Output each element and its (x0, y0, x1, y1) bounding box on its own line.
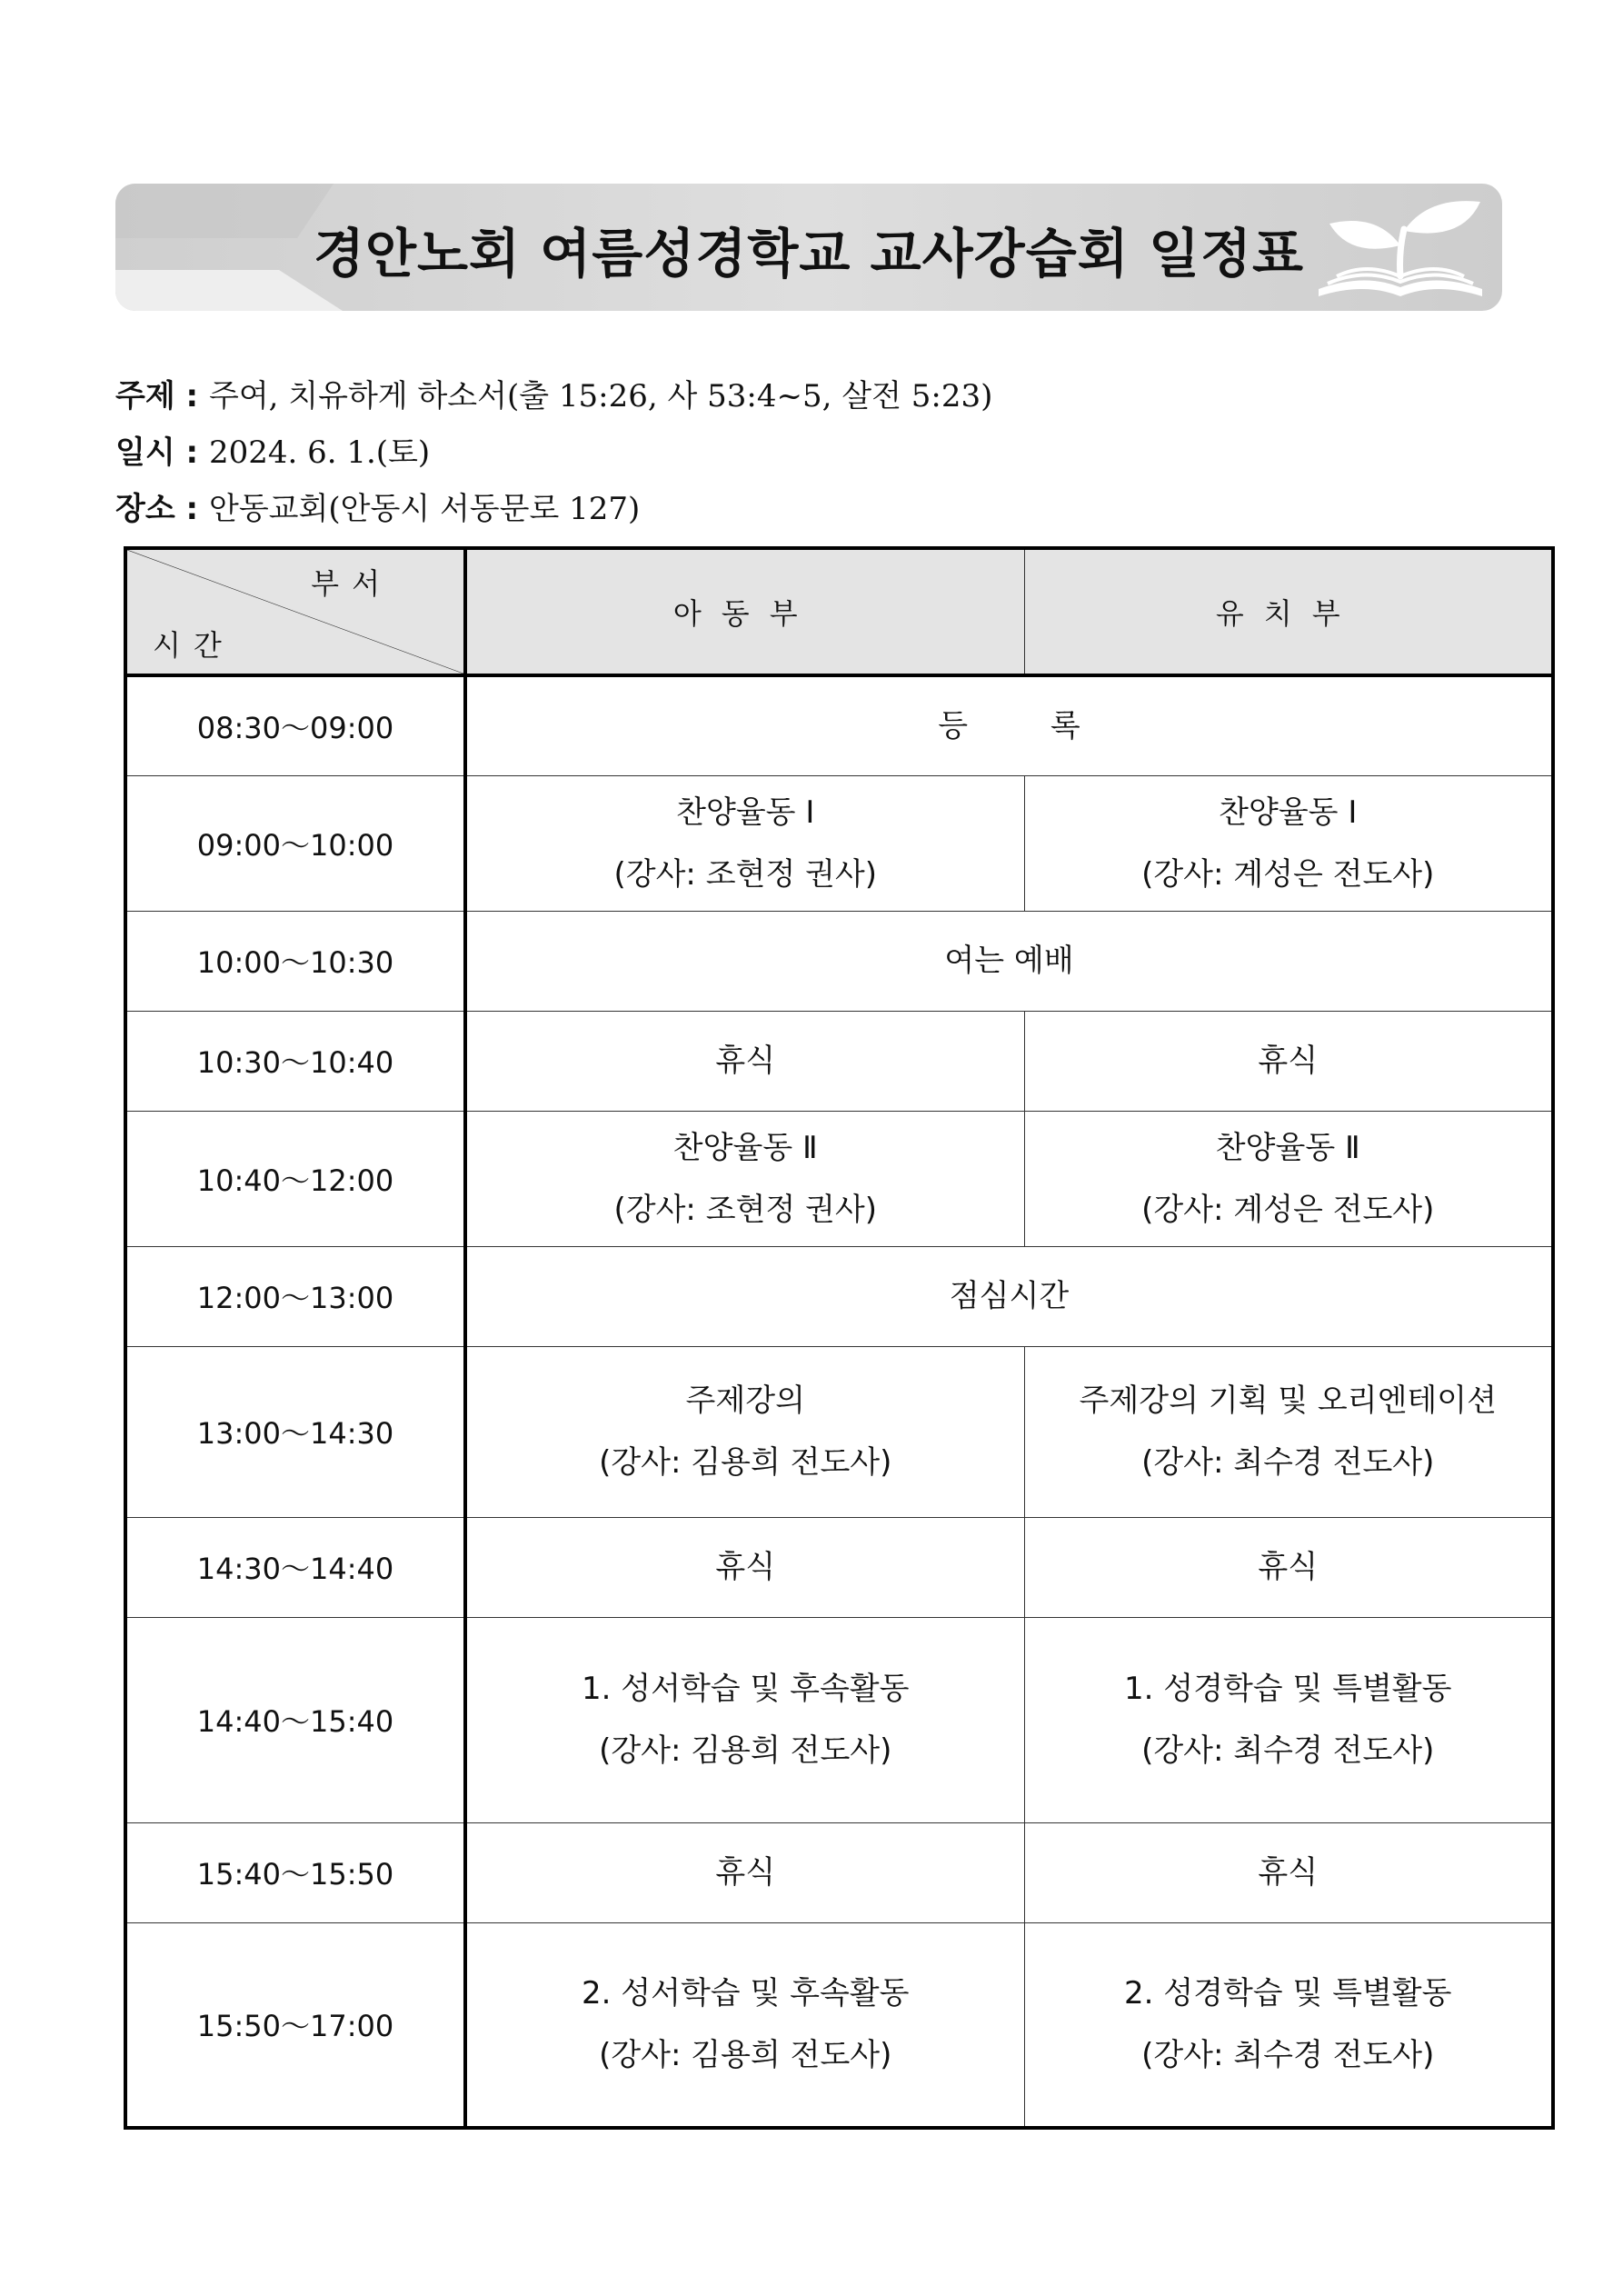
header-kindergarten-dept: 유치부 (1024, 548, 1553, 675)
cell-title: 주제강의 (685, 1383, 805, 1419)
cell-instructor: (강사: 조현정 권사) (613, 1191, 877, 1228)
row-kindergarten-cell (1024, 1111, 1553, 1246)
cell-title: 휴식 (715, 1549, 776, 1585)
info-date (115, 427, 430, 472)
cell-instructor: (강사: 김용희 전도사) (599, 1732, 892, 1769)
row-merged-cell (465, 1246, 1553, 1346)
cell-instructor: (강사: 김용희 전도사) (599, 2037, 892, 2074)
sprout-book-icon (1309, 189, 1491, 307)
cell-title: 휴식 (1258, 1549, 1319, 1585)
cell-title: 찬양율동 Ⅱ (1215, 1129, 1360, 1166)
info-date-value: 2024. 6. 1.(토) (208, 434, 431, 471)
row-kindergarten-cell (1024, 1011, 1553, 1111)
cell-instructor: (강사: 최수경 전도사) (1141, 1732, 1435, 1769)
row-time: 09:00～10:00 (125, 775, 465, 911)
row-children-cell (465, 1822, 1024, 1922)
page-title: 경안노회 여름성경학교 교사강습회 일정표 (313, 223, 1305, 285)
info-date-label: 일시 : (115, 434, 209, 471)
row-time: 10:40～12:00 (125, 1111, 465, 1246)
row-merged-cell (465, 911, 1553, 1011)
table-row (125, 1822, 1553, 1922)
table-row (125, 1111, 1553, 1246)
row-children-cell (465, 1346, 1024, 1517)
info-place (115, 484, 640, 528)
row-children-cell (465, 1517, 1024, 1617)
cell-title: 1. 성서학습 및 후속활동 (582, 1671, 910, 1707)
cell-title: 찬양율동 Ⅰ (1219, 794, 1358, 831)
table-row (125, 911, 1553, 1011)
row-time: 10:30～10:40 (125, 1011, 465, 1111)
table-row (125, 1246, 1553, 1346)
header-children-dept: 아동부 (465, 548, 1024, 675)
row-merged-cell (465, 675, 1553, 775)
cell-instructor: (강사: 최수경 전도사) (1141, 2037, 1435, 2074)
info-place-label: 장소 : (115, 491, 209, 527)
title-banner (115, 184, 1502, 311)
row-kindergarten-cell (1024, 1517, 1553, 1617)
cell-title: 주제강의 기획 및 오리엔테이션 (1079, 1383, 1497, 1419)
row-children-cell (465, 1011, 1024, 1111)
table-row (125, 1517, 1553, 1617)
cell-instructor: (강사: 계성은 전도사) (1141, 1191, 1435, 1228)
row-time: 14:30～14:40 (125, 1517, 465, 1617)
row-time: 13:00～14:30 (125, 1346, 465, 1517)
cell-title: 찬양율동 Ⅱ (672, 1129, 818, 1166)
header-diagonal-cell (125, 548, 465, 675)
table-row (125, 1922, 1553, 2128)
cell-instructor: (강사: 최수경 전도사) (1141, 1444, 1435, 1481)
row-kindergarten-cell (1024, 1922, 1553, 2128)
cell-title: 휴식 (1258, 1854, 1319, 1891)
table-row (125, 1617, 1553, 1822)
cell-text: 등 록 (938, 707, 1117, 744)
cell-title: 2. 성서학습 및 후속활동 (582, 1975, 910, 2012)
info-place-value: 안동교회(안동시 서동문로 127) (208, 491, 641, 527)
cell-title: 1. 성경학습 및 특별활동 (1124, 1671, 1452, 1707)
table-row (125, 675, 1553, 775)
cell-title: 휴식 (715, 1854, 776, 1891)
row-kindergarten-cell (1024, 775, 1553, 911)
row-time: 15:40～15:50 (125, 1822, 465, 1922)
row-kindergarten-cell (1024, 1617, 1553, 1822)
info-theme (115, 371, 992, 415)
cell-title: 휴식 (715, 1043, 776, 1079)
cell-title: 휴식 (1258, 1043, 1319, 1079)
row-time: 14:40～15:40 (125, 1617, 465, 1822)
cell-instructor: (강사: 계성은 전도사) (1141, 855, 1435, 893)
row-children-cell (465, 775, 1024, 911)
info-theme-value: 주여, 치유하게 하소서(출 15:26, 사 53:4~5, 살전 5:23) (208, 378, 993, 414)
table-row (125, 1011, 1553, 1111)
row-children-cell (465, 1922, 1024, 2128)
row-children-cell (465, 1111, 1024, 1246)
row-time: 12:00～13:00 (125, 1246, 465, 1346)
cell-instructor: (강사: 조현정 권사) (613, 855, 877, 893)
row-time: 10:00～10:30 (125, 911, 465, 1011)
row-kindergarten-cell (1024, 1822, 1553, 1922)
table-row (125, 775, 1553, 911)
row-children-cell (465, 1617, 1024, 1822)
row-time: 15:50～17:00 (125, 1922, 465, 2128)
header-time-label: 시간 (153, 628, 234, 663)
cell-title: 2. 성경학습 및 특별활동 (1124, 1975, 1452, 2012)
header-department-label: 부서 (311, 566, 393, 601)
cell-title: 찬양율동 Ⅰ (676, 794, 815, 831)
cell-instructor: (강사: 김용희 전도사) (599, 1444, 892, 1481)
row-time: 08:30～09:00 (125, 675, 465, 775)
table-row (125, 1346, 1553, 1517)
schedule-table (124, 546, 1555, 2130)
table-header-row (125, 548, 1553, 675)
row-kindergarten-cell (1024, 1346, 1553, 1517)
cell-text: 점심시간 (949, 1278, 1070, 1314)
cell-text: 여는 예배 (944, 943, 1074, 979)
info-theme-label: 주제 : (115, 378, 209, 414)
